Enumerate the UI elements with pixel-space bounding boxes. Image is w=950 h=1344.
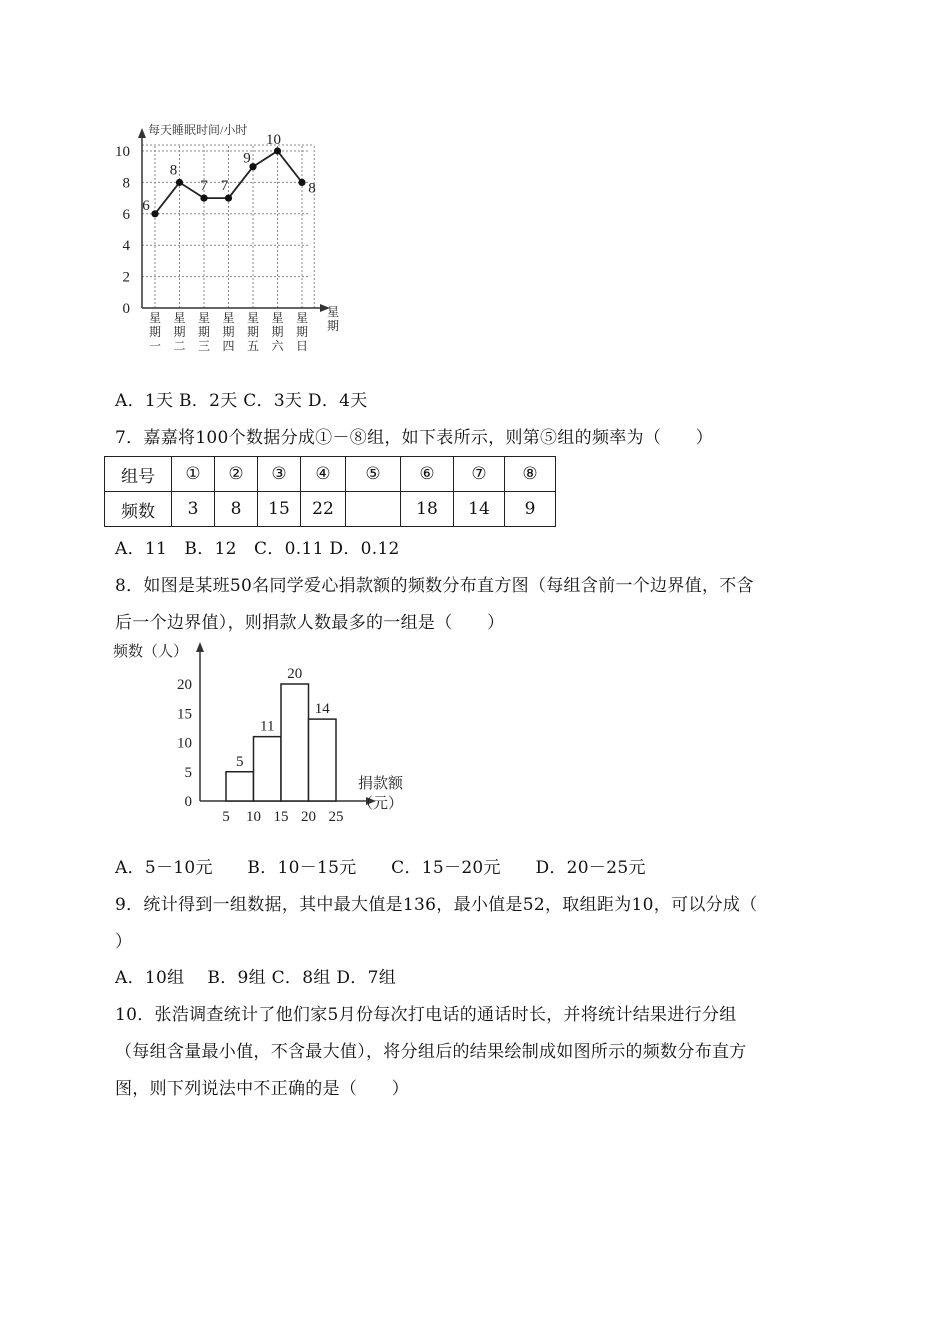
q8-options: A．5－10元 B．10－15元 C．15－20元 D．20－25元 xyxy=(115,858,646,878)
x-tick-label: 星期二 xyxy=(173,311,186,353)
q9-options: A．10组 B．9组 C．8组 D．7组 xyxy=(115,968,396,988)
y-tick-label: 20 xyxy=(177,677,192,693)
sleep-line-chart xyxy=(100,118,360,358)
row-label: 频数 xyxy=(105,492,172,527)
table-row xyxy=(105,492,556,527)
frequency-cell: 3 xyxy=(172,492,215,527)
x-axis-label: 捐款额 xyxy=(358,776,404,792)
y-axis-arrow xyxy=(196,642,204,652)
row-label: 组号 xyxy=(105,457,172,492)
data-point xyxy=(176,179,183,186)
q10-line2: （每组含量最小值，不含最大值），将分组后的结果绘制成如图所示的频数分布直方 xyxy=(115,1042,747,1062)
frequency-cell: 22 xyxy=(301,492,346,527)
q9-stem-line1: 9．统计得到一组数据，其中最大值是136，最小值是52，取组距为10，可以分成（ xyxy=(115,895,758,915)
q10-line1: 10．张浩调查统计了他们家5月份每次打电话的通话时长，并将统计结果进行分组 xyxy=(115,1005,737,1025)
q8-stem-line2: 后一个边界值），则捐款人数最多的一组是（ ） xyxy=(115,613,505,633)
y-tick-label: 0 xyxy=(122,301,130,317)
x-tick-label: 星期三 xyxy=(197,311,211,353)
data-point xyxy=(225,195,232,202)
group-cell: ⑦ xyxy=(454,457,505,492)
y-tick-label: 6 xyxy=(122,206,130,223)
data-label: 6 xyxy=(142,197,150,214)
bar-value-label: 14 xyxy=(314,701,330,718)
group-cell: ④ xyxy=(301,457,346,492)
q7-stem: 7．嘉嘉将100个数据分成①－⑧组，如下表所示，则第⑤组的频率为（ ） xyxy=(115,428,714,448)
data-point xyxy=(151,210,158,217)
bar-value-label: 5 xyxy=(236,753,244,770)
y-tick-label: 2 xyxy=(122,269,130,286)
q9-stem-line2: ） xyxy=(115,932,133,952)
y-tick-label: 0 xyxy=(184,794,192,810)
group-cell: ① xyxy=(172,457,215,492)
q10-line3: 图，则下列说法中不正确的是（ ） xyxy=(115,1079,410,1099)
group-cell: ② xyxy=(215,457,258,492)
frequency-cell: 14 xyxy=(454,492,505,527)
data-label: 7 xyxy=(200,178,208,195)
x-axis-label: 星期 xyxy=(326,305,340,333)
group-cell: ⑤ xyxy=(346,457,401,492)
y-tick-label: 8 xyxy=(122,175,130,192)
data-label: 10 xyxy=(266,132,281,148)
group-cell: ⑧ xyxy=(505,457,556,492)
y-tick-label: 4 xyxy=(122,238,130,255)
donation-histogram xyxy=(110,636,440,832)
bar-value-label: 20 xyxy=(287,666,303,682)
frequency-cell xyxy=(346,492,401,527)
x-axis-unit: （元） xyxy=(358,796,404,812)
x-tick-label: 星期日 xyxy=(295,311,309,353)
data-label: 8 xyxy=(308,180,316,197)
data-point xyxy=(274,147,281,154)
y-axis-label: 每天睡眠时间/小时 xyxy=(148,123,248,137)
x-tick-label: 20 xyxy=(301,809,316,825)
y-tick-label: 10 xyxy=(115,144,130,160)
bar xyxy=(254,737,282,801)
frequency-cell: 15 xyxy=(258,492,301,527)
frequency-cell: 18 xyxy=(401,492,454,527)
frequency-cell: 9 xyxy=(505,492,556,527)
frequency-table xyxy=(104,456,556,527)
x-tick-label: 星期六 xyxy=(271,311,284,353)
frequency-cell: 8 xyxy=(215,492,258,527)
bar xyxy=(281,684,309,801)
data-point xyxy=(298,179,305,186)
table-row xyxy=(105,457,556,492)
group-cell: ⑥ xyxy=(401,457,454,492)
q7-options: A．11 B．12 C．0.11 D．0.12 xyxy=(115,539,400,559)
y-axis-label: 频数（人） xyxy=(113,644,189,660)
data-label: 7 xyxy=(220,178,229,195)
x-tick-label: 星期五 xyxy=(246,311,260,353)
q8-stem-line1: 8．如图是某班50名同学爱心捐款额的频数分布直方图（每组含前一个边界值，不含 xyxy=(115,576,754,596)
x-tick-label: 10 xyxy=(246,809,261,825)
group-cell: ③ xyxy=(258,457,301,492)
x-tick-label: 星期四 xyxy=(222,311,235,353)
data-point xyxy=(200,195,207,202)
x-tick-label: 25 xyxy=(328,809,344,825)
y-axis-arrow xyxy=(138,128,146,138)
y-tick-label: 15 xyxy=(177,706,192,723)
y-tick-label: 10 xyxy=(177,735,192,752)
x-tick-label: 15 xyxy=(273,809,289,825)
data-label: 8 xyxy=(169,162,178,179)
x-tick-label: 星期一 xyxy=(148,311,162,353)
data-label: 9 xyxy=(243,150,251,167)
bar xyxy=(226,772,254,801)
y-tick-label: 5 xyxy=(184,764,192,781)
bar xyxy=(309,719,337,801)
bar-value-label: 11 xyxy=(260,718,275,735)
x-tick-label: 5 xyxy=(222,809,230,825)
q6-options: A．1天 B．2天 C．3天 D．4天 xyxy=(115,391,368,411)
